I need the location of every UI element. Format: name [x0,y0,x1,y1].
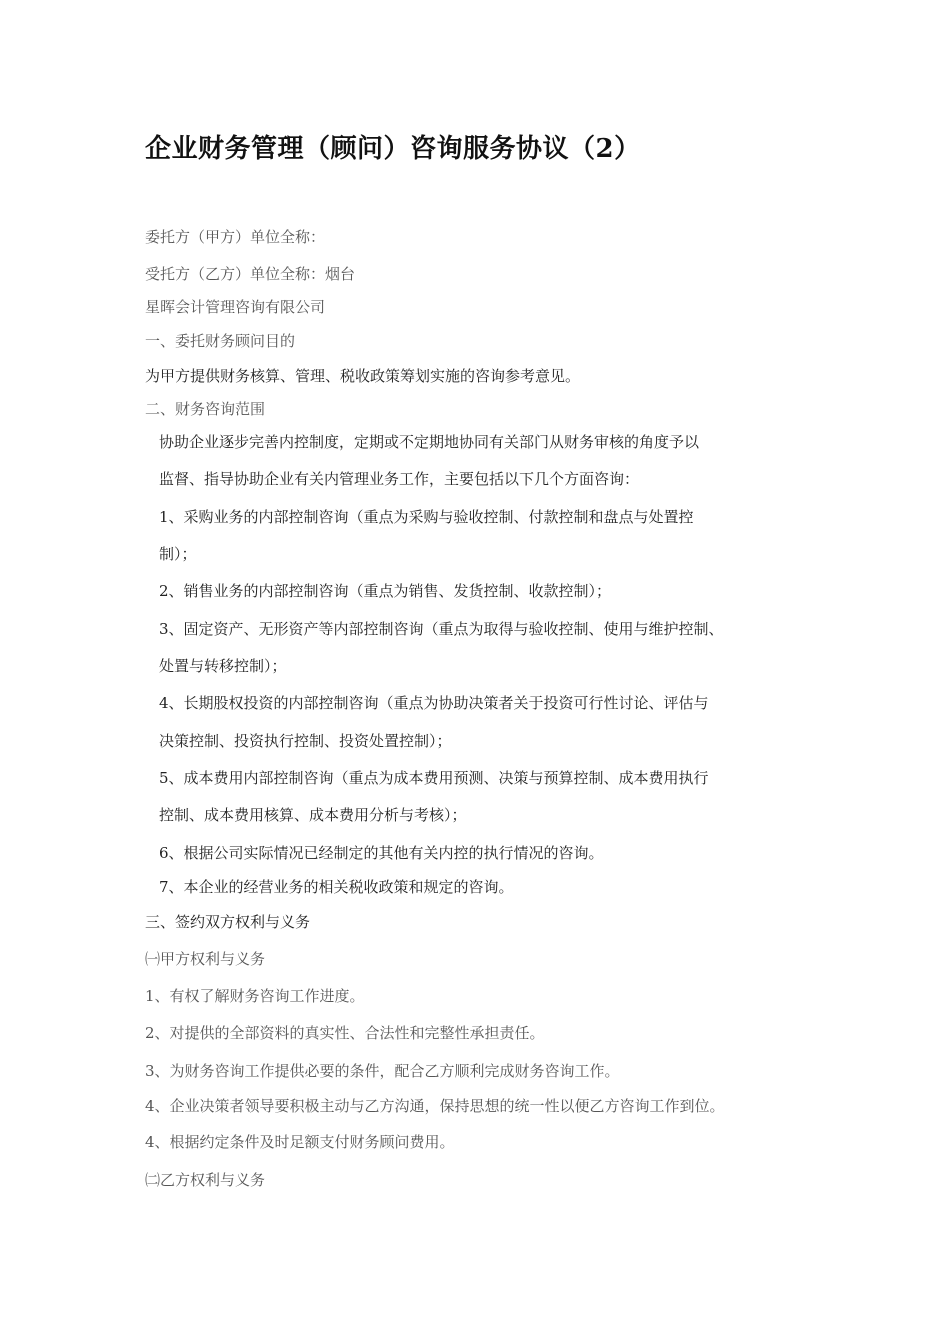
party-a-item-3: 3、为财务咨询工作提供必要的条件，配合乙方顺利完成财务咨询工作。 [145,1062,620,1080]
subheading-party-a: ㈠甲方权利与义务 [145,950,266,968]
scope-item-1-line-1: 1、采购业务的内部控制咨询（重点为采购与验收控制、付款控制和盘点与处置控 [159,508,694,526]
section-heading-scope: 二、财务咨询范围 [145,400,266,418]
scope-item-7: 7、本企业的经营业务的相关税收政策和规定的咨询。 [159,878,514,896]
consultant-company-line: 星晖会计管理咨询有限公司 [145,298,326,316]
scope-item-5-line-2: 控制、成本费用核算、成本费用分析与考核）； [159,806,467,824]
purpose-text: 为甲方提供财务核算、管理、税收政策筹划实施的咨询参考意见。 [145,367,581,385]
party-a-item-1: 1、有权了解财务咨询工作进度。 [145,987,365,1005]
scope-item-6: 6、根据公司实际情况已经制定的其他有关内控的执行情况的咨询。 [159,844,604,862]
scope-item-3-line-2: 处置与转移控制）； [159,657,287,675]
party-a-item-4: 4、企业决策者领导要积极主动与乙方沟通，保持思想的统一性以便乙方咨询工作到位。 [145,1097,725,1115]
scope-paragraph-line-1: 协助企业逐步完善内控制度，定期或不定期地协同有关部门从财务审核的角度予以 [159,433,700,451]
scope-item-4-line-1: 4、长期股权投资的内部控制咨询（重点为协助决策者关于投资可行性讨论、评估与 [159,694,709,712]
subheading-party-b: ㈡乙方权利与义务 [145,1171,266,1189]
scope-item-1-line-2: 制）； [159,545,197,563]
party-a-item-2: 2、对提供的全部资料的真实性、合法性和完整性承担责任。 [145,1024,545,1042]
consultant-party-line: 受托方（乙方）单位全称：烟台 [145,265,356,283]
scope-paragraph-line-2: 监督、指导协助企业有关内管理业务工作，主要包括以下几个方面咨询： [159,470,640,488]
section-heading-rights: 三、签约双方权利与义务 [145,913,311,931]
scope-item-2: 2、销售业务的内部控制咨询（重点为销售、发货控制、收款控制）； [159,582,612,600]
client-party-line: 委托方（甲方）单位全称： [145,228,326,246]
scope-item-4-line-2: 决策控制、投资执行控制、投资处置控制）； [159,732,452,750]
scope-item-3-line-1: 3、固定资产、无形资产等内部控制咨询（重点为取得与验收控制、使用与维护控制、 [159,620,724,638]
section-heading-purpose: 一、委托财务顾问目的 [145,332,296,350]
scope-item-5-line-1: 5、成本费用内部控制咨询（重点为成本费用预测、决策与预算控制、成本费用执行 [159,769,709,787]
party-a-item-5: 4、根据约定条件及时足额支付财务顾问费用。 [145,1133,455,1151]
document-title: 企业财务管理（顾问）咨询服务协议（2） [145,134,641,164]
